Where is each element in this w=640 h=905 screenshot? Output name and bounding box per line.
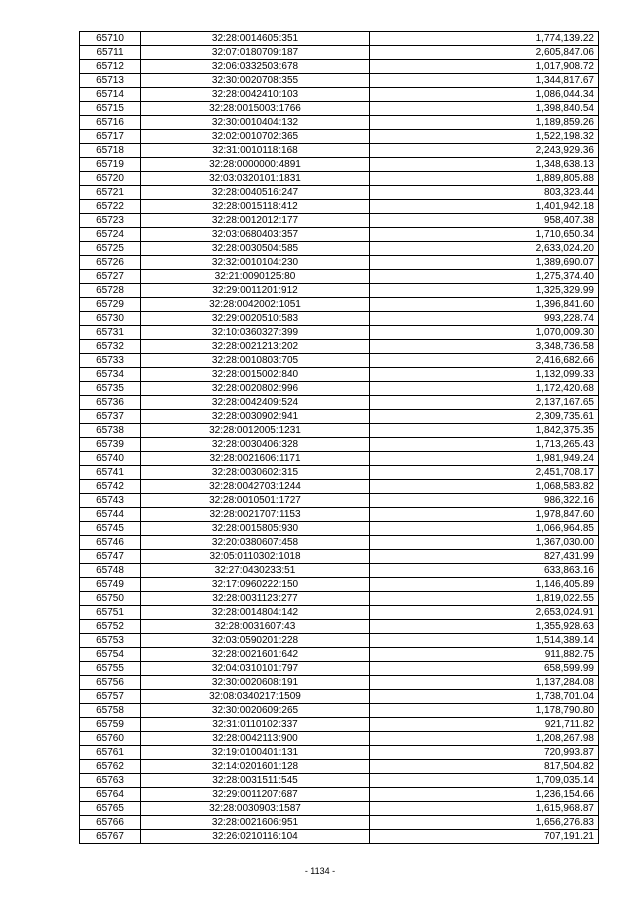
cadastral-number-cell: 32:28:0040516:247 xyxy=(141,186,370,200)
row-number-cell: 65714 xyxy=(80,88,141,102)
row-number-cell: 65740 xyxy=(80,452,141,466)
table-row xyxy=(80,354,599,368)
row-number-cell: 65760 xyxy=(80,732,141,746)
value-cell: 1,981,949.24 xyxy=(370,452,599,466)
value-cell: 1,819,022.55 xyxy=(370,592,599,606)
table-body xyxy=(80,32,599,844)
value-cell: 986,322.16 xyxy=(370,494,599,508)
table-row xyxy=(80,410,599,424)
value-cell: 1,178,790.80 xyxy=(370,704,599,718)
row-number-cell: 65764 xyxy=(80,788,141,802)
row-number-cell: 65729 xyxy=(80,298,141,312)
cadastral-number-cell: 32:04:0310101:797 xyxy=(141,662,370,676)
row-number-cell: 65716 xyxy=(80,116,141,130)
row-number-cell: 65715 xyxy=(80,102,141,116)
table-row xyxy=(80,144,599,158)
value-cell: 1,172,420.68 xyxy=(370,382,599,396)
value-cell: 827,431.99 xyxy=(370,550,599,564)
cadastral-number-cell: 32:28:0014605:351 xyxy=(141,32,370,46)
value-cell: 633,863.16 xyxy=(370,564,599,578)
table-row xyxy=(80,32,599,46)
cadastral-number-cell: 32:29:0011201:912 xyxy=(141,284,370,298)
value-cell: 1,344,817.67 xyxy=(370,74,599,88)
table-row xyxy=(80,116,599,130)
row-number-cell: 65755 xyxy=(80,662,141,676)
table-row xyxy=(80,102,599,116)
table-row xyxy=(80,480,599,494)
value-cell: 1,398,840.54 xyxy=(370,102,599,116)
value-cell: 1,325,329.99 xyxy=(370,284,599,298)
cadastral-number-cell: 32:20:0380607:458 xyxy=(141,536,370,550)
value-cell: 2,653,024.91 xyxy=(370,606,599,620)
table-row xyxy=(80,760,599,774)
table-row xyxy=(80,676,599,690)
table-row xyxy=(80,130,599,144)
row-number-cell: 65724 xyxy=(80,228,141,242)
value-cell: 993,228.74 xyxy=(370,312,599,326)
cadastral-number-cell: 32:28:0020802:996 xyxy=(141,382,370,396)
cadastral-number-cell: 32:06:0332503:678 xyxy=(141,60,370,74)
cadastral-number-cell: 32:28:0031123:277 xyxy=(141,592,370,606)
cadastral-number-cell: 32:28:0031511:545 xyxy=(141,774,370,788)
cadastral-number-cell: 32:31:0010118:168 xyxy=(141,144,370,158)
cadastral-number-cell: 32:28:0021606:951 xyxy=(141,816,370,830)
value-cell: 1,774,139.22 xyxy=(370,32,599,46)
row-number-cell: 65749 xyxy=(80,578,141,592)
data-table xyxy=(79,31,599,844)
value-cell: 911,882.75 xyxy=(370,648,599,662)
table-row xyxy=(80,718,599,732)
value-cell: 1,978,847.60 xyxy=(370,508,599,522)
row-number-cell: 65720 xyxy=(80,172,141,186)
row-number-cell: 65710 xyxy=(80,32,141,46)
value-cell: 3,348,736.58 xyxy=(370,340,599,354)
table-row xyxy=(80,494,599,508)
value-cell: 720,993.87 xyxy=(370,746,599,760)
cadastral-number-cell: 32:28:0015118:412 xyxy=(141,200,370,214)
row-number-cell: 65766 xyxy=(80,816,141,830)
value-cell: 1,132,099.33 xyxy=(370,368,599,382)
value-cell: 1,275,374.40 xyxy=(370,270,599,284)
row-number-cell: 65728 xyxy=(80,284,141,298)
cadastral-number-cell: 32:30:0010404:132 xyxy=(141,116,370,130)
row-number-cell: 65757 xyxy=(80,690,141,704)
table-row xyxy=(80,172,599,186)
table-row xyxy=(80,802,599,816)
cadastral-number-cell: 32:28:0042703:1244 xyxy=(141,480,370,494)
cadastral-number-cell: 32:28:0015002:840 xyxy=(141,368,370,382)
table-row xyxy=(80,732,599,746)
cadastral-number-cell: 32:28:0030602:315 xyxy=(141,466,370,480)
table-row xyxy=(80,256,599,270)
value-cell: 2,451,708.17 xyxy=(370,466,599,480)
table-row xyxy=(80,662,599,676)
cadastral-number-cell: 32:28:0021601:642 xyxy=(141,648,370,662)
value-cell: 1,137,284.08 xyxy=(370,676,599,690)
cadastral-number-cell: 32:28:0030902:941 xyxy=(141,410,370,424)
row-number-cell: 65738 xyxy=(80,424,141,438)
row-number-cell: 65743 xyxy=(80,494,141,508)
table-row xyxy=(80,466,599,480)
row-number-cell: 65754 xyxy=(80,648,141,662)
row-number-cell: 65758 xyxy=(80,704,141,718)
value-cell: 1,389,690.07 xyxy=(370,256,599,270)
table-row xyxy=(80,578,599,592)
table-row xyxy=(80,816,599,830)
row-number-cell: 65731 xyxy=(80,326,141,340)
row-number-cell: 65718 xyxy=(80,144,141,158)
row-number-cell: 65711 xyxy=(80,46,141,60)
table-row xyxy=(80,396,599,410)
cadastral-number-cell: 32:08:0340217:1509 xyxy=(141,690,370,704)
cadastral-number-cell: 32:28:0012005:1231 xyxy=(141,424,370,438)
cadastral-number-cell: 32:26:0210116:104 xyxy=(141,830,370,844)
cadastral-number-cell: 32:28:0042410:103 xyxy=(141,88,370,102)
cadastral-number-cell: 32:28:0042002:1051 xyxy=(141,298,370,312)
table-row xyxy=(80,788,599,802)
value-cell: 658,599.99 xyxy=(370,662,599,676)
cadastral-number-cell: 32:28:0030504:585 xyxy=(141,242,370,256)
value-cell: 817,504.82 xyxy=(370,760,599,774)
row-number-cell: 65745 xyxy=(80,522,141,536)
table-row xyxy=(80,550,599,564)
row-number-cell: 65753 xyxy=(80,634,141,648)
cadastral-number-cell: 32:21:0090125:80 xyxy=(141,270,370,284)
value-cell: 2,137,167.65 xyxy=(370,396,599,410)
value-cell: 921,711.82 xyxy=(370,718,599,732)
row-number-cell: 65739 xyxy=(80,438,141,452)
table-row xyxy=(80,634,599,648)
cadastral-number-cell: 32:28:0021606:1171 xyxy=(141,452,370,466)
value-cell: 1,709,035.14 xyxy=(370,774,599,788)
row-number-cell: 65748 xyxy=(80,564,141,578)
value-cell: 707,191.21 xyxy=(370,830,599,844)
cadastral-number-cell: 32:29:0011207:687 xyxy=(141,788,370,802)
table-row xyxy=(80,186,599,200)
cadastral-number-cell: 32:28:0014804:142 xyxy=(141,606,370,620)
cadastral-number-cell: 32:28:0030903:1587 xyxy=(141,802,370,816)
value-cell: 1,401,942.18 xyxy=(370,200,599,214)
value-cell: 1,710,650.34 xyxy=(370,228,599,242)
cadastral-number-cell: 32:28:0021213:202 xyxy=(141,340,370,354)
table-row xyxy=(80,592,599,606)
cadastral-number-cell: 32:32:0010104:230 xyxy=(141,256,370,270)
table-row xyxy=(80,74,599,88)
cadastral-number-cell: 32:30:0020708:355 xyxy=(141,74,370,88)
cadastral-number-cell: 32:28:0015003:1766 xyxy=(141,102,370,116)
value-cell: 1,396,841.60 xyxy=(370,298,599,312)
table-row xyxy=(80,284,599,298)
cadastral-number-cell: 32:03:0680403:357 xyxy=(141,228,370,242)
cadastral-number-cell: 32:05:0110302:1018 xyxy=(141,550,370,564)
value-cell: 1,068,583.82 xyxy=(370,480,599,494)
row-number-cell: 65750 xyxy=(80,592,141,606)
cadastral-number-cell: 32:28:0021707:1153 xyxy=(141,508,370,522)
row-number-cell: 65767 xyxy=(80,830,141,844)
value-cell: 803,323.44 xyxy=(370,186,599,200)
value-cell: 2,633,024.20 xyxy=(370,242,599,256)
value-cell: 1,514,389.14 xyxy=(370,634,599,648)
value-cell: 1,615,968.87 xyxy=(370,802,599,816)
table-row xyxy=(80,690,599,704)
row-number-cell: 65765 xyxy=(80,802,141,816)
row-number-cell: 65756 xyxy=(80,676,141,690)
row-number-cell: 65713 xyxy=(80,74,141,88)
row-number-cell: 65732 xyxy=(80,340,141,354)
table-row xyxy=(80,522,599,536)
table-row xyxy=(80,200,599,214)
row-number-cell: 65733 xyxy=(80,354,141,368)
table-row xyxy=(80,270,599,284)
cadastral-number-cell: 32:30:0020609:265 xyxy=(141,704,370,718)
cadastral-number-cell: 32:10:0360327:399 xyxy=(141,326,370,340)
row-number-cell: 65727 xyxy=(80,270,141,284)
value-cell: 2,416,682.66 xyxy=(370,354,599,368)
cadastral-number-cell: 32:03:0320101:1831 xyxy=(141,172,370,186)
table-row xyxy=(80,298,599,312)
table-row xyxy=(80,382,599,396)
row-number-cell: 65719 xyxy=(80,158,141,172)
row-number-cell: 65762 xyxy=(80,760,141,774)
value-cell: 1,738,701.04 xyxy=(370,690,599,704)
row-number-cell: 65763 xyxy=(80,774,141,788)
cadastral-number-cell: 32:31:0110102:337 xyxy=(141,718,370,732)
cadastral-number-cell: 32:03:0590201:228 xyxy=(141,634,370,648)
table-row xyxy=(80,60,599,74)
value-cell: 1,889,805.88 xyxy=(370,172,599,186)
row-number-cell: 65726 xyxy=(80,256,141,270)
table-row xyxy=(80,228,599,242)
row-number-cell: 65730 xyxy=(80,312,141,326)
cadastral-number-cell: 32:28:0030406:328 xyxy=(141,438,370,452)
cadastral-number-cell: 32:28:0010803:705 xyxy=(141,354,370,368)
row-number-cell: 65751 xyxy=(80,606,141,620)
row-number-cell: 65736 xyxy=(80,396,141,410)
cadastral-number-cell: 32:07:0180709:187 xyxy=(141,46,370,60)
table-row xyxy=(80,312,599,326)
value-cell: 1,017,908.72 xyxy=(370,60,599,74)
table-row xyxy=(80,46,599,60)
cadastral-number-cell: 32:28:0000000:4891 xyxy=(141,158,370,172)
row-number-cell: 65722 xyxy=(80,200,141,214)
page-number: - 1134 - xyxy=(304,866,336,876)
row-number-cell: 65747 xyxy=(80,550,141,564)
table-row xyxy=(80,88,599,102)
cadastral-number-cell: 32:19:0100401:131 xyxy=(141,746,370,760)
row-number-cell: 65742 xyxy=(80,480,141,494)
value-cell: 1,842,375.35 xyxy=(370,424,599,438)
table-row xyxy=(80,452,599,466)
value-cell: 2,243,929.36 xyxy=(370,144,599,158)
value-cell: 2,309,735.61 xyxy=(370,410,599,424)
row-number-cell: 65746 xyxy=(80,536,141,550)
row-number-cell: 65721 xyxy=(80,186,141,200)
row-number-cell: 65737 xyxy=(80,410,141,424)
table-row xyxy=(80,158,599,172)
table-row xyxy=(80,438,599,452)
cadastral-number-cell: 32:29:0020510:583 xyxy=(141,312,370,326)
table-row xyxy=(80,830,599,844)
cadastral-number-cell: 32:17:0960222:150 xyxy=(141,578,370,592)
value-cell: 1,713,265.43 xyxy=(370,438,599,452)
table-row xyxy=(80,774,599,788)
value-cell: 1,066,964.85 xyxy=(370,522,599,536)
table-row xyxy=(80,536,599,550)
row-number-cell: 65741 xyxy=(80,466,141,480)
table-row xyxy=(80,704,599,718)
cadastral-number-cell: 32:27:0430233:51 xyxy=(141,564,370,578)
table-row xyxy=(80,242,599,256)
value-cell: 1,189,859.26 xyxy=(370,116,599,130)
table-row xyxy=(80,648,599,662)
row-number-cell: 65712 xyxy=(80,60,141,74)
row-number-cell: 65735 xyxy=(80,382,141,396)
value-cell: 1,367,030.00 xyxy=(370,536,599,550)
row-number-cell: 65752 xyxy=(80,620,141,634)
row-number-cell: 65744 xyxy=(80,508,141,522)
row-number-cell: 65725 xyxy=(80,242,141,256)
cadastral-number-cell: 32:02:0010702:365 xyxy=(141,130,370,144)
cadastral-number-cell: 32:30:0020608:191 xyxy=(141,676,370,690)
value-cell: 958,407.38 xyxy=(370,214,599,228)
table-row xyxy=(80,746,599,760)
table-row xyxy=(80,620,599,634)
table-row xyxy=(80,564,599,578)
value-cell: 1,236,154.66 xyxy=(370,788,599,802)
value-cell: 1,348,638.13 xyxy=(370,158,599,172)
row-number-cell: 65761 xyxy=(80,746,141,760)
value-cell: 1,146,405.89 xyxy=(370,578,599,592)
table-row xyxy=(80,340,599,354)
value-cell: 1,086,044.34 xyxy=(370,88,599,102)
table-row xyxy=(80,424,599,438)
row-number-cell: 65723 xyxy=(80,214,141,228)
value-cell: 1,656,276.83 xyxy=(370,816,599,830)
table-row xyxy=(80,606,599,620)
cadastral-number-cell: 32:28:0042409:524 xyxy=(141,396,370,410)
value-cell: 1,522,198.32 xyxy=(370,130,599,144)
cadastral-number-cell: 32:28:0012012:177 xyxy=(141,214,370,228)
value-cell: 1,355,928.63 xyxy=(370,620,599,634)
value-cell: 1,208,267.98 xyxy=(370,732,599,746)
table-row xyxy=(80,326,599,340)
cadastral-number-cell: 32:14:0201601:128 xyxy=(141,760,370,774)
cadastral-number-cell: 32:28:0031607:43 xyxy=(141,620,370,634)
table-row xyxy=(80,508,599,522)
cadastral-number-cell: 32:28:0015805:930 xyxy=(141,522,370,536)
row-number-cell: 65759 xyxy=(80,718,141,732)
value-cell: 2,605,847.06 xyxy=(370,46,599,60)
table-row xyxy=(80,368,599,382)
row-number-cell: 65717 xyxy=(80,130,141,144)
value-cell: 1,070,009.30 xyxy=(370,326,599,340)
row-number-cell: 65734 xyxy=(80,368,141,382)
cadastral-number-cell: 32:28:0010501:1727 xyxy=(141,494,370,508)
table-row xyxy=(80,214,599,228)
cadastral-number-cell: 32:28:0042113:900 xyxy=(141,732,370,746)
